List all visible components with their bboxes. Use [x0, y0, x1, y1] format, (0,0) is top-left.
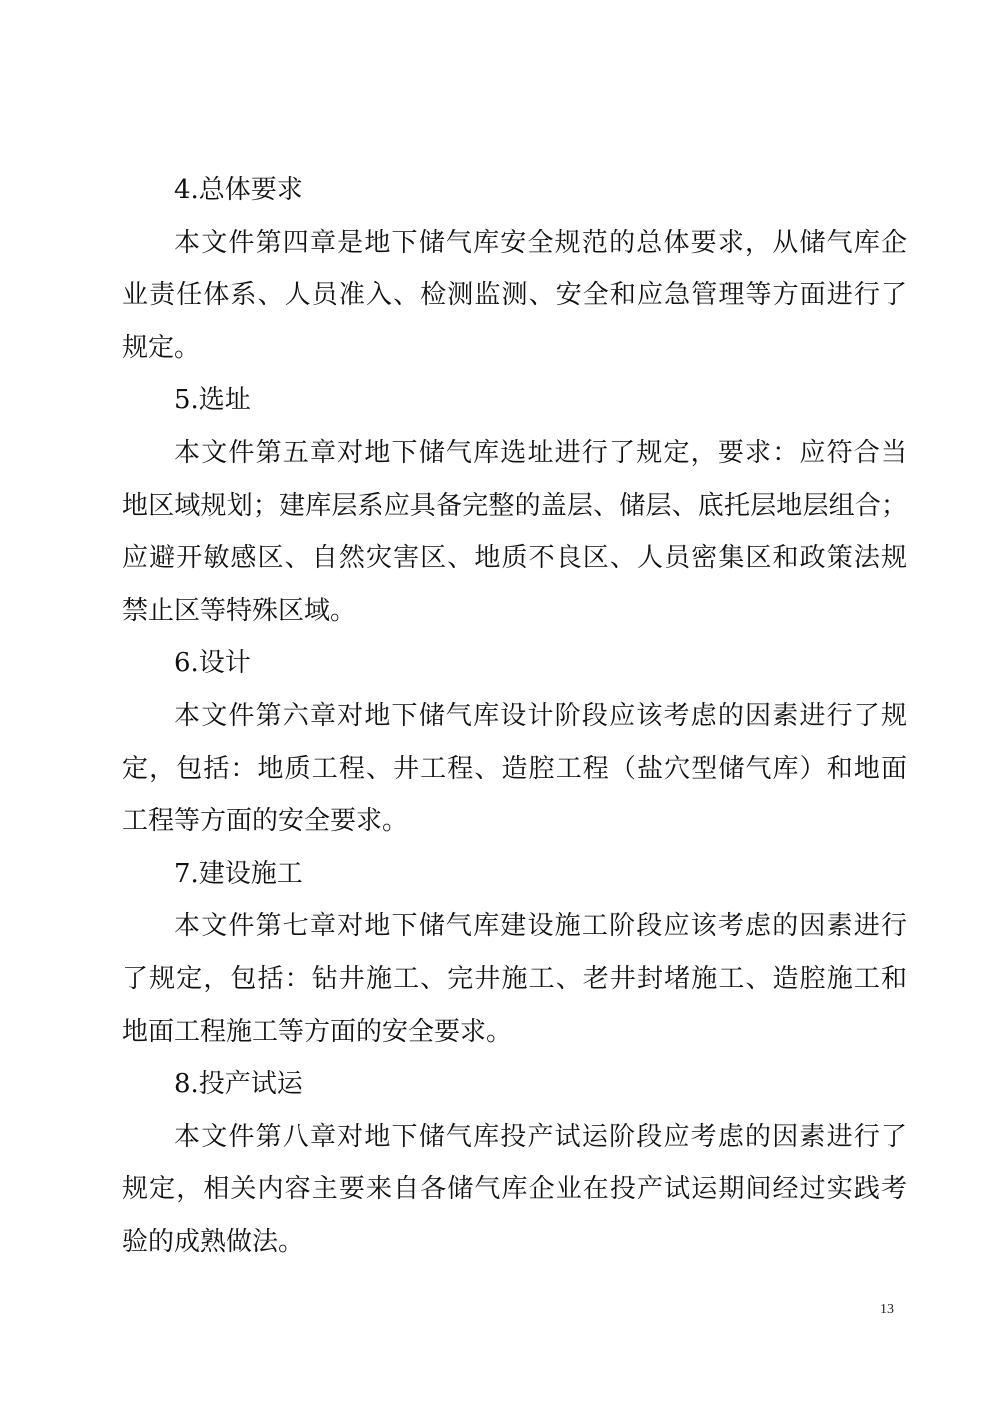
paragraph-line: 地面工程施工等方面的安全要求。 — [122, 1016, 513, 1047]
paragraph-line: 禁止区等特殊区域。 — [122, 595, 357, 626]
section-heading-6: 6.设计 — [174, 648, 251, 679]
section-paragraph-7 — [122, 900, 907, 1058]
document-body — [122, 164, 907, 1268]
paragraph-line: 规定，相关内容主要来自各储气库企业在投产试运期间经过实践考 — [122, 1174, 907, 1205]
section-heading-8: 8.投产试运 — [174, 1069, 303, 1100]
paragraph-line: 本文件第五章对地下储气库选址进行了规定，要求：应符合当 — [174, 437, 907, 468]
paragraph-line: 规定。 — [122, 332, 201, 363]
paragraph-line: 本文件第七章对地下储气库建设施工阶段应该考虑的因素进行 — [174, 911, 907, 942]
paragraph-line: 本文件第六章对地下储气库设计阶段应该考虑的因素进行了规 — [174, 700, 907, 731]
section-heading-7: 7.建设施工 — [174, 858, 303, 889]
paragraph-line: 应避开敏感区、自然灾害区、地质不良区、人员密集区和政策法规 — [122, 543, 907, 574]
page-number: 13 — [880, 1302, 894, 1317]
section-paragraph-5 — [122, 427, 907, 637]
paragraph-line: 地区域规划；建库层系应具备完整的盖层、储层、底托层地层组合； — [122, 490, 907, 521]
paragraph-line: 定，包括：地质工程、井工程、造腔工程（盐穴型储气库）和地面 — [122, 753, 907, 784]
section-heading-4: 4.总体要求 — [174, 175, 303, 205]
paragraph-line: 本文件第八章对地下储气库投产试运阶段应考虑的因素进行了 — [174, 1121, 907, 1152]
paragraph-line: 了规定，包括：钻井施工、完井施工、老井封堵施工、造腔施工和 — [122, 963, 907, 994]
paragraph-line: 业责任体系、人员准入、检测监测、安全和应急管理等方面进行了 — [122, 280, 907, 311]
section-paragraph-8 — [122, 1111, 907, 1269]
paragraph-line: 工程等方面的安全要求。 — [122, 806, 409, 837]
paragraph-line: 本文件第四章是地下储气库安全规范的总体要求，从储气库企 — [174, 227, 907, 258]
section-heading-5: 5.选址 — [174, 385, 251, 416]
paragraph-line: 验的成熟做法。 — [122, 1226, 305, 1257]
section-paragraph-6 — [122, 690, 907, 848]
section-paragraph-4 — [122, 217, 907, 375]
